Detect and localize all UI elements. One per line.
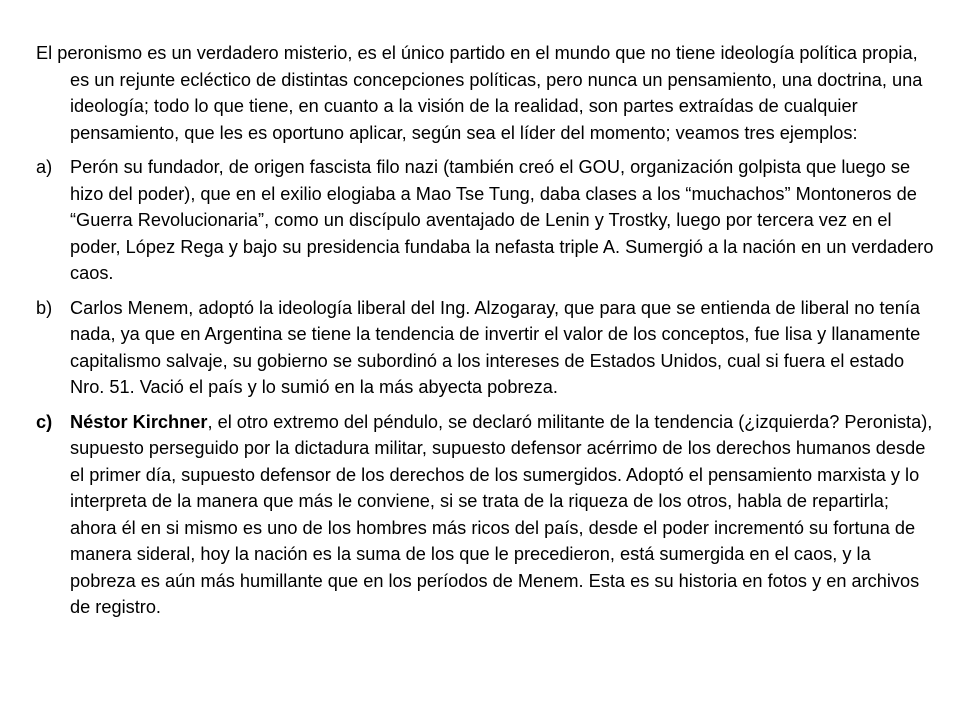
list-item-b (36, 295, 936, 401)
list-item-lead: Néstor Kirchner (70, 411, 208, 432)
list-item-c (36, 409, 936, 621)
intro-paragraph: El peronismo es un verdadero misterio, es el único partido en el mundo que no tiene ideología política propia, es un rejunte ecléctico de distintas concepciones políticas, pero nunca un pensamiento, una doctrina, una ideología; todo lo que tiene, en cuanto a la visión de la realidad, son partes extraídas de cualquier pensamiento, que les es oportuno aplicar, según sea el líder del momento; veamos tres ejemplos: (36, 43, 923, 143)
list-item-body (70, 409, 936, 621)
list-item-text: , el otro extremo del péndulo, se declaró militante de la tendencia (¿izquierda? Peronista), supuesto perseguido por la dictadura militar, supuesto defensor acérrimo de los derechos humanos desde el primer día, supuesto defensor de los derechos de los sumergidos. Adoptó el pensamiento marxista y lo interpreta de la manera que más le conviene, si se trata de la riqueza de los otros, habla de repartirla; ahora él en si mismo es uno de los hombres más ricos del país, desde el poder incrementó su fortuna de manera sideral, hoy la nación es la suma de los que le precedieron, está sumergida en el caos, y la pobreza es aún más humillante que en los períodos de Menem. Esta es su historia en fotos y en archivos de registro. (70, 411, 933, 617)
list-marker: a) (36, 157, 53, 177)
list-item-text: Perón su fundador, de origen fascista filo nazi (también creó el GOU, organización golpista que luego se hizo del poder), que en el exilio elogiaba a Mao Tse Tung, daba clases a los “muchachos” Montoneros de “Guerra Revolucionaria”, como un discípulo aventajado de Lenin y Trostky, luego por tercera vez en el poder, López Rega y bajo su presidencia fundaba la nefasta triple A. Sumergió a la nación en un verdadero caos. (70, 157, 934, 283)
document-body (36, 40, 936, 629)
list-marker: b) (36, 297, 53, 318)
list-item-a (36, 154, 936, 287)
list-marker: c) (36, 411, 53, 432)
list-item-text: Carlos Menem, adoptó la ideología liberal del Ing. Alzogaray, que para que se entienda de liberal no tenía nada, ya que en Argentina se tiene la tendencia de invertir el valor de los conceptos, fue lisa y llanamente capitalismo salvaje, su gobierno se subordinó a los intereses de Estados Unidos, cual si fuera el estado Nro. 51. Vació el país y lo sumió en la más abyecta pobreza. (70, 297, 921, 397)
